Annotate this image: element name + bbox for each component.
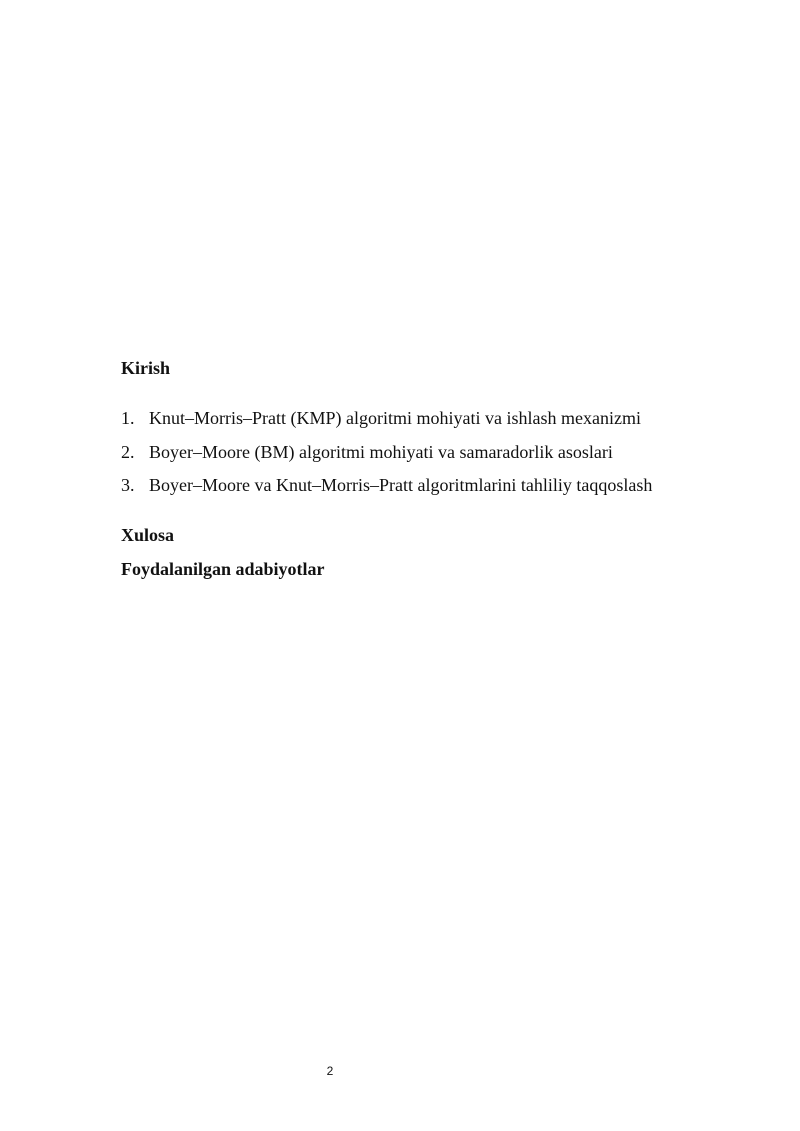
toc-item-title: Knut–Morris–Pratt (KMP) algoritmi mohiyati va ishlash mexanizmi [149, 408, 641, 428]
toc-item-title: Boyer–Moore (BM) algoritmi mohiyati va samaradorlik asoslari [149, 442, 613, 462]
toc-item [121, 407, 652, 441]
toc-item-title: Boyer–Moore va Knut–Morris–Pratt algoritmlarini tahliliy taqqoslash [149, 475, 653, 495]
toc-item-number: 1. [121, 408, 135, 428]
intro-heading: Kirish [121, 358, 171, 378]
page-number: 2 [326, 1064, 334, 1078]
toc-item [121, 441, 652, 474]
toc-item [121, 474, 652, 508]
toc-item-number: 3. [121, 475, 135, 495]
references-heading: Foydalanilgan adabiyotlar [121, 559, 325, 579]
conclusion-heading: Xulosa [121, 525, 175, 545]
table-of-contents [121, 407, 652, 508]
toc-item-number: 2. [121, 442, 135, 462]
